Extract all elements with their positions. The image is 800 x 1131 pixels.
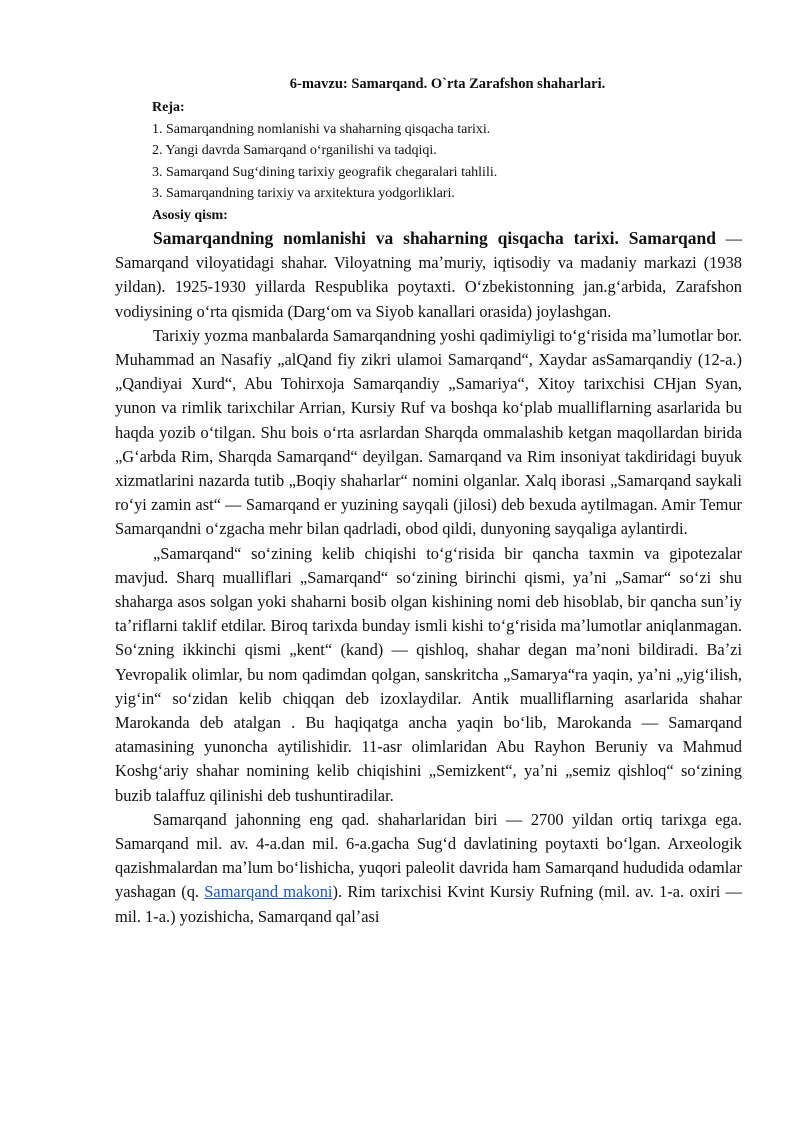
body-text [115, 226, 742, 929]
samarqand-makoni-link[interactable]: Samarqand makoni [204, 882, 333, 902]
paragraph-4 [115, 808, 742, 929]
plan-section [152, 97, 497, 226]
plan-item: 2. Yangi davrda Samarqand oʻrganilishi va tadqiqi. [152, 143, 437, 158]
plan-item: 3. Samarqand Sugʻdining tarixiy geografik chegaralari tahlili. [152, 164, 498, 180]
page-title: 6-mavzu: Samarqand. O`rta Zarafshon shaharlari. [289, 76, 606, 92]
paragraph-1-lead: Samarqandning nomlanishi va shaharning qisqacha tarixi. Samarqand [153, 228, 716, 248]
plan-heading: Reja: [152, 100, 185, 115]
paragraph-3: „Samarqand“ soʻzining kelib chiqishi toʻgʻrisida bir qancha taxmin va gipotezalar mavjud. Sharq mualliflari „Samarqand“ soʻzining birinchi qismi, yaʼni „Samar“ soʻzi shu shaharga asos solgan yoki shaharni bosib olgan kishining nomi deb hisoblab, bir qancha sunʼiy taʼriflarni taklif etdilar. Biroq tarixda bunday ismli kishi toʻgʻrisida maʼlumotlar aniqlanmagan. Soʻzning ikkinchi qismi „kent“ (kand) — qishloq, shahar degan maʼnoni bildiradi. Baʼzi Yevropalik olimlar, bu nom qadimdan qolgan, sanskritcha „Samarya“ra yaqin, yaʼni „yigʻilish, yigʻin“ soʻzidan kelib chiqqan deb izoxlaydilar. Antik mualliflarning asarlarida shahar Marokanda deb atalgan . Bu haqiqatga ancha yaqin boʻlib, Marokanda — Samarqand atamasining yunoncha aytilishidir. 11-asr olimlaridan Abu Rayhon Beruniy va Mahmud Koshgʻariy shahar nomining kelib chiqishini „Semizkent“, yaʼni „semiz qishloq“ soʻzining buzib talaffuz qilinishi deb tushuntiradilar. [115, 543, 742, 805]
plan-item: 3. Samarqandning tarixiy va arxitektura yodgorliklari. [152, 186, 455, 201]
main-heading: Asosiy qism: [152, 207, 228, 223]
paragraph-4-text-after: ). Rim tarixchisi Kvint Kursiy Rufning (mil. av. 1-a. oxiri — mil. 1-a.) yozishicha, Samarqand qalʼasi [115, 882, 743, 926]
paragraph-1-text: — Samarqand viloyatidagi shahar. Viloyatning maʼmuriy, iqtisodiy va madaniy markazi (1938 yildan). 1925-1930 yillarda Respublika poytaxti. Oʻzbekistonning jan.gʻarbida, Zarafshon vodiysining oʻrta qismida (Dargʻom va Siyob kanallari orasida) joylashgan. [115, 229, 742, 321]
paragraph-2: Tarixiy yozma manbalarda Samarqandning yoshi qadimiyligi toʻgʻrisida maʼlumotlar bor. Muhammad an Nasafiy „alQand fiy zikri ulamoi Samarqand“, Xaydar asSamarqandiy (12-a.) „Qandiyai Xurd“, Abu Tohirxoja Samarqandiy „Samariya“, Xitoy tarixchisi CHjan Syan, yunon va rimlik tarixchilar Arrian, Kursiy Ruf va boshqa koʻplab mualliflarning asarlarida bu haqda yozib oʻtilgan. Shu bois oʻrta asrlardan Sharqda ommalashib ketgan maqollardan birida „Gʻarbda Rim, Sharqda Samarqand“ deyilgan. Samarqand va Rim insoniyat takdiridagi buyuk xizmatlarini nazarda tutib „Boqiy shaharlar“ nomini olganlar. Xalq iborasi „Samarqand saykali roʻyi zamin ast“ — Samarqand er yuzining sayqali (jilosi) deb bexuda aytilmagan. Amir Temur Samarqandni oʻzgacha mehr bilan qadrladi, obod qildi, dunyoning sayqaliga aylantirdi. [115, 325, 742, 539]
plan-item: 1. Samarqandning nomlanishi va shaharning qisqacha tarixi. [152, 121, 491, 137]
paragraph-4-text-before: Samarqand jahonning eng qad. shaharlaridan biri — 2700 yildan ortiq tarixga ega. Samarqand mil. av. 4-a.dan mil. 6-a.gacha Sugʻd davlatining poytaxti boʻlgan. Arxeologik qazishmalardan maʼlum boʻlishicha, yuqori paleolit davrida ham Samarqand hududida odamlar yashagan (q. [115, 809, 742, 902]
paragraph-1 [115, 226, 742, 324]
